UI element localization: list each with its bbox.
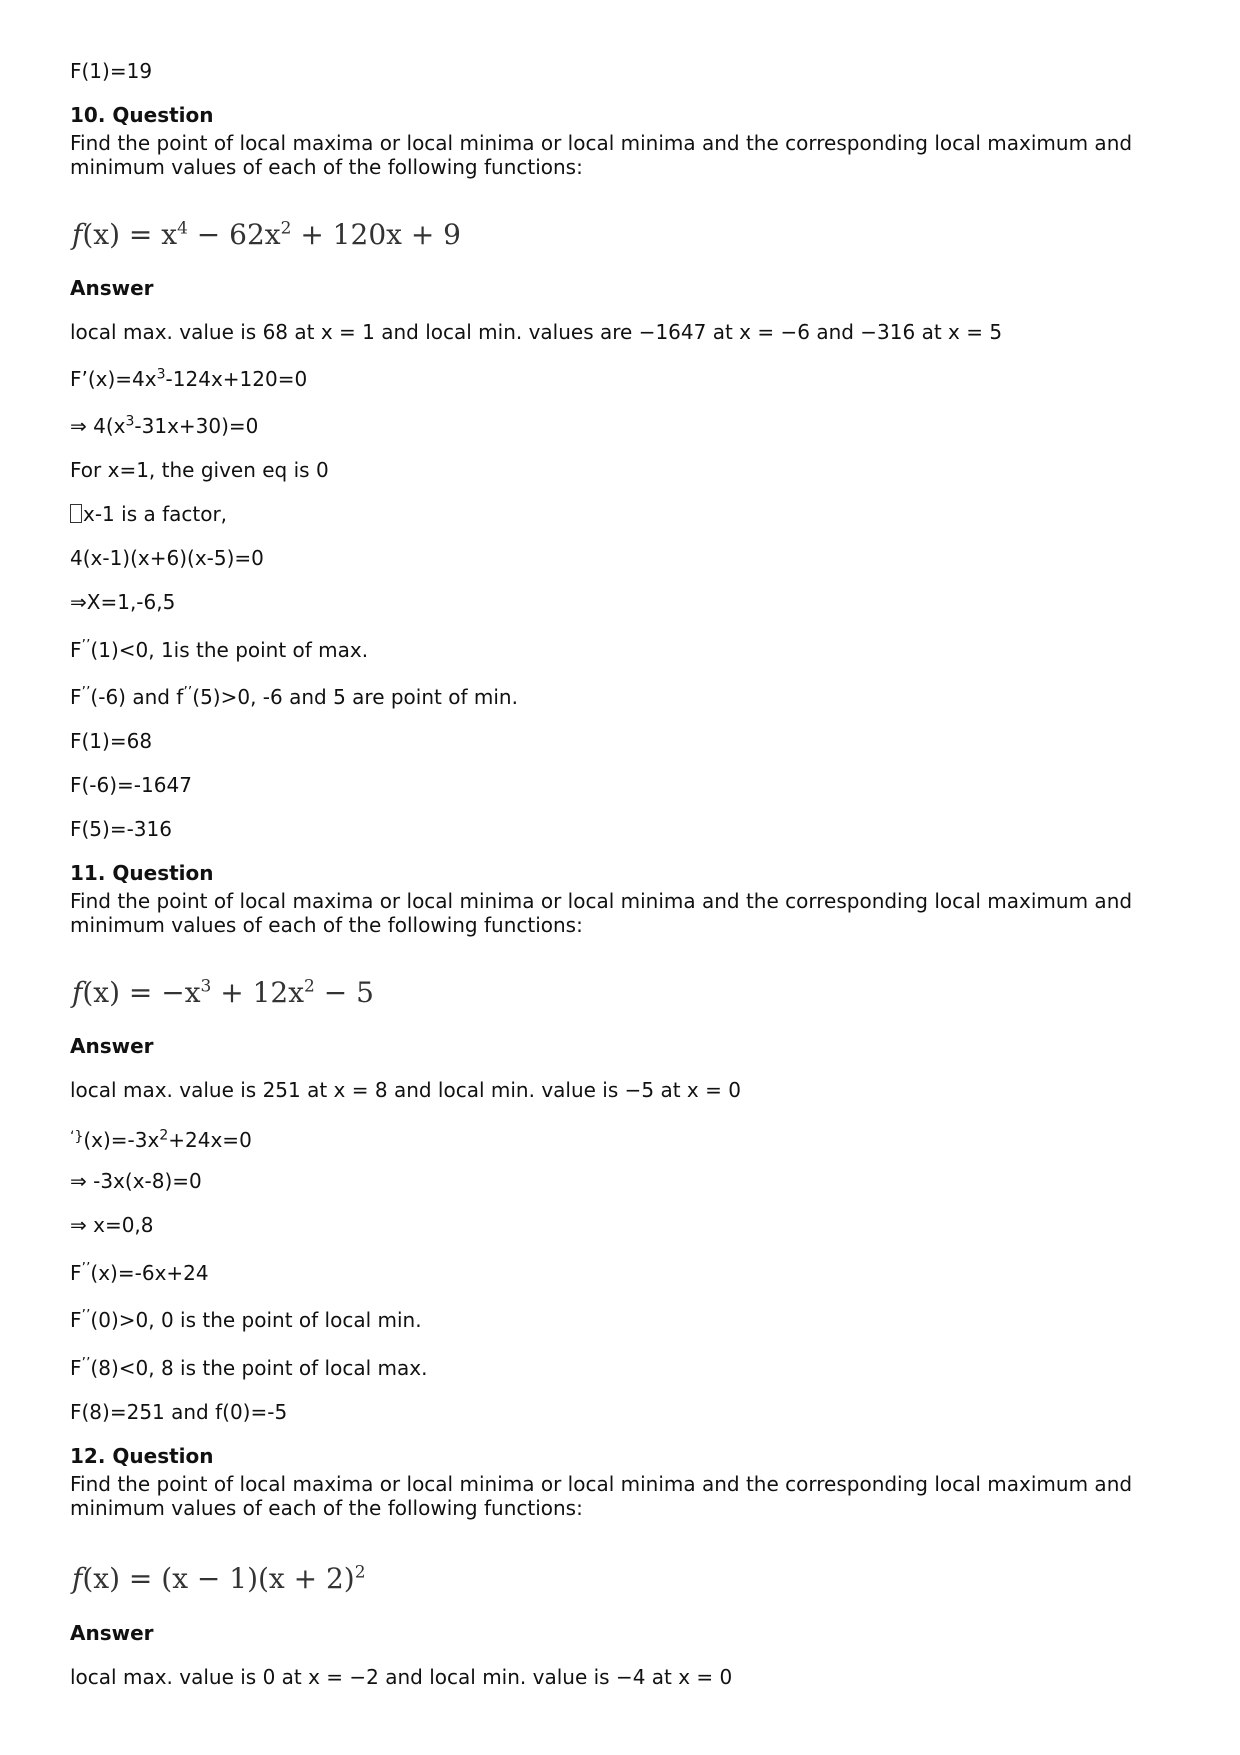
q10-answer-label: Answer: [70, 276, 154, 300]
q11-step: F’’(8)<0, 8 is the point of local max.: [70, 1355, 428, 1380]
q10-step: For x=1, the given eq is 0: [70, 458, 329, 482]
formula-part: (x) = x: [82, 218, 178, 251]
q10-step: F(5)=-316: [70, 817, 172, 841]
q11-step: ⇒ x=0,8: [70, 1213, 154, 1237]
q10-step: ⇒X=1,-6,5: [70, 590, 176, 614]
q10-step: ⇒ $4(x^3-31x+30)=0$: [70, 413, 259, 438]
formula-exp: 2: [280, 218, 292, 239]
q12-answer-summary: local max. value is 0 at x = −2 and local min. value is −4 at x = 0: [70, 1665, 733, 1689]
formula-exp: 3: [200, 976, 212, 997]
q10-formula: [72, 218, 461, 252]
q11-formula: [72, 976, 374, 1010]
formula-part: + 12x: [211, 976, 305, 1009]
q10-step: x-1 is a factor,: [70, 502, 227, 526]
q10-step: F(-6)=-1647: [70, 773, 192, 797]
q11-answer-label: Answer: [70, 1034, 154, 1058]
q11-answer-summary: local max. value is 251 at x = 8 and local min. value is −5 at x = 0: [70, 1078, 741, 1102]
formula-part: − 5: [314, 976, 374, 1009]
q10-step: 4(x-1)(x+6)(x-5)=0: [70, 546, 264, 570]
q11-step: $^{‘\}}(x)=-3x^2+24x=0$: [70, 1127, 252, 1152]
q10-step: $F’(x)=4x^3-124x+120=0$: [70, 366, 308, 391]
formula-part: (x) = (x − 1)(x + 2): [82, 1562, 355, 1595]
formula-lhs: f: [72, 218, 83, 251]
q11-prompt: Find the point of local maxima or local minima or local minima and the corresponding local maximum and minimum values of each of the following functions:: [70, 889, 1133, 937]
formula-exp: 2: [304, 976, 315, 997]
q11-step: ⇒ -3x(x-8)=0: [70, 1169, 202, 1193]
q9-tail-line: F(1)=19: [70, 59, 153, 83]
q10-heading: 10. Question: [70, 103, 214, 127]
formula-lhs: f: [72, 976, 83, 1009]
q12-formula: [72, 1562, 366, 1596]
q10-prompt: Find the point of local maxima or local minima or local minima and the corresponding local maximum and minimum values of each of the following functions:: [70, 131, 1133, 179]
q11-step: F’’(x)=-6x+24: [70, 1260, 209, 1285]
q10-answer-summary: local max. value is 68 at x = 1 and local min. values are −1647 at x = −6 and −316 at x = 5: [70, 320, 1003, 344]
missing-glyph-box: [70, 504, 82, 523]
formula-exp: 4: [177, 218, 188, 239]
q11-step: F’’(0)>0, 0 is the point of local min.: [70, 1307, 422, 1332]
formula-exp: 2: [354, 1562, 366, 1583]
q12-heading: 12. Question: [70, 1444, 214, 1468]
q12-answer-label: Answer: [70, 1621, 154, 1645]
formula-part: + 120x + 9: [291, 218, 461, 251]
q11-step: F(8)=251 and f(0)=-5: [70, 1400, 288, 1424]
q10-step: F(1)=68: [70, 729, 153, 753]
q10-step: F’’(-6) and f’’(5)>0, -6 and 5 are point of min.: [70, 684, 518, 709]
formula-part: (x) = −x: [82, 976, 201, 1009]
q11-heading: 11. Question: [70, 861, 214, 885]
formula-lhs: f: [72, 1562, 83, 1595]
formula-part: − 62x: [187, 218, 281, 251]
q10-step: F’’(1)<0, 1is the point of max.: [70, 637, 369, 662]
q12-prompt: Find the point of local maxima or local minima or local minima and the corresponding local maximum and minimum values of each of the following functions:: [70, 1472, 1133, 1520]
